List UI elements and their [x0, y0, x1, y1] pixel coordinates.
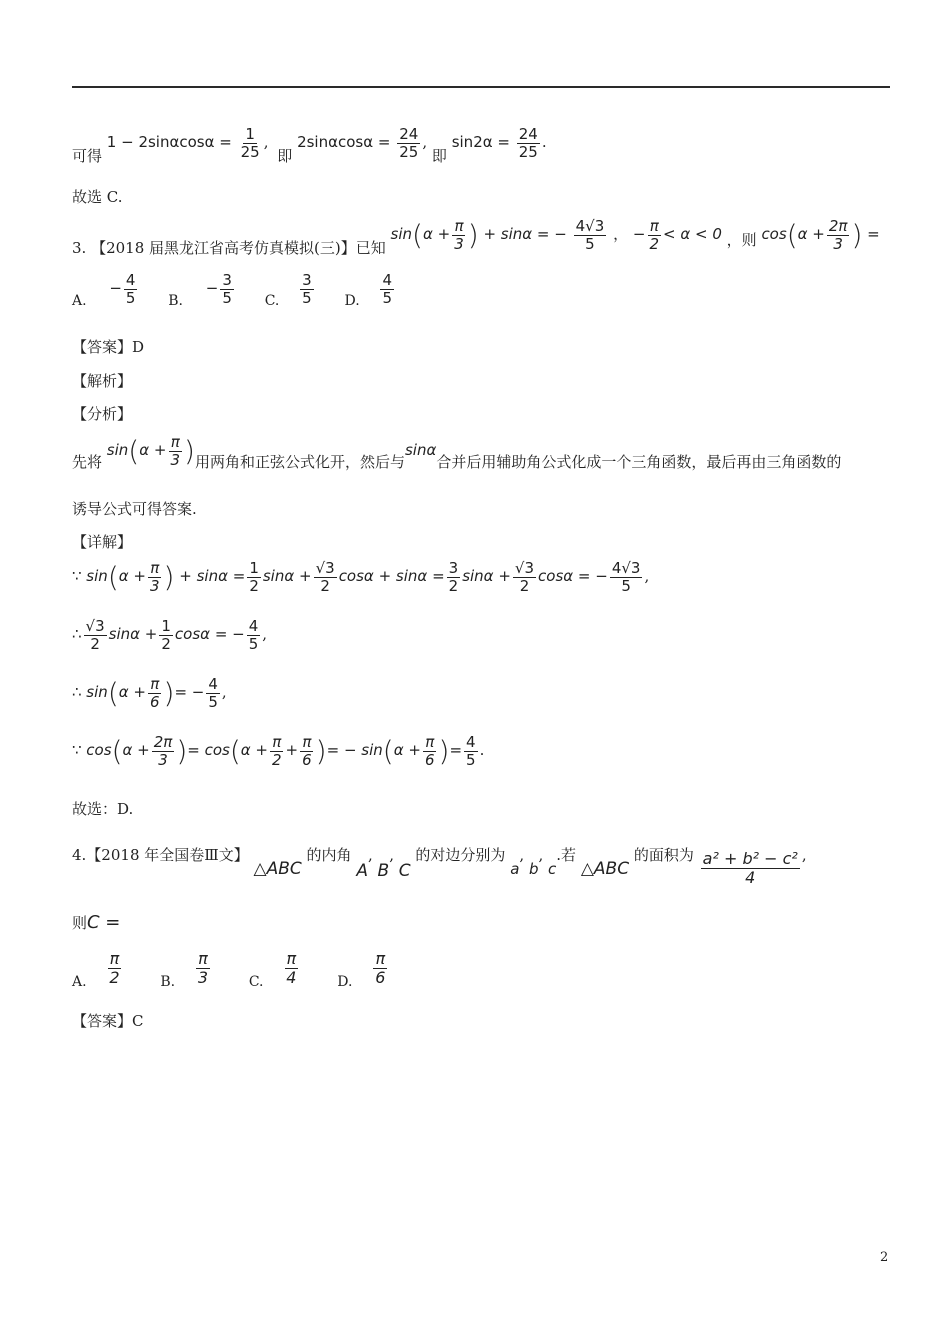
q3-step2: ∴ $\frac{√3}{2}$ sinα + $\frac{1}{2}$ cosα = − $\frac{4}{5}$ , — [72, 617, 268, 653]
line-keda: 可得 1 − 2sinαcosα = $\frac{1}{25}$ , 即 2sinαcosα = $\frac{24}{25}$ , 即 sin2α = $\frac{24}{25}$ . — [72, 125, 547, 165]
q3-fenxi: 【分析】 — [72, 405, 133, 423]
q4-options: A. $\frac{\pi}{2}$ B. $\frac{\pi}{3}$ C. $\frac{\pi}{4}$ D. $\frac{\pi}{6}$ — [72, 949, 386, 991]
q4-answer: 【答案】C — [72, 1012, 144, 1030]
frac-1-25: $\frac{1}{25}$ — [240, 125, 260, 161]
text-ji-2: 即 — [431, 147, 447, 165]
frac-24-25-a: $\frac{24}{25}$ — [399, 125, 419, 161]
q4-stem: 4.【2018 年全国卷Ⅲ文】 △ABC 的内角 A, B, C 的对边分别为 a, b, c.若 △ABC 的面积为 $\frac{\text{a² + b² − c²}}{4}$ , — [72, 846, 807, 887]
q3-opt-d-label: D. — [344, 293, 360, 309]
text-ji-1: 即 — [277, 147, 293, 165]
q4-opt-d-label: D. — [337, 974, 353, 991]
q3-step3: ∴ sin(α + $\frac{\pi}{6}$ )= − $\frac{4}{5}$ , — [72, 675, 227, 711]
q4-opt-b-label: B. — [160, 974, 176, 991]
q3-options: A. − $\frac{4}{5}$ B. − $\frac{3}{5}$ C. $\frac{3}{5}$ D. $\frac{4}{5}$ — [72, 271, 392, 309]
q3-opt-b-label: B. — [168, 293, 183, 309]
q3-jiexi: 【解析】 — [72, 372, 133, 390]
expr-2: 2sinαcosα = — [297, 133, 391, 151]
q4-opt-c-label: C. — [248, 974, 264, 991]
q4-ask: 则C = — [72, 912, 121, 933]
q3-stem: 3. 【2018 届黑龙江省高考仿真模拟(三)】已知 sin(α + $\frac{\pi}{3}$ ) + sinα = − $\frac{4√3}{5}$ ， − $\frac{\pi}{2}$ < α < 0 ，则 cos(α + $\frac{2\pi}{3}$ ) = — [72, 217, 880, 257]
q4-prefix: 4.【2018 年全国卷Ⅲ文】 — [72, 846, 249, 865]
expr-3: sin2α = — [451, 133, 510, 151]
expr-1: 1 − 2sinαcosα = — [106, 133, 232, 151]
q3-opt-c-label: C. — [264, 293, 280, 309]
q4-area-frac: $\frac{\text{a² + b² − c²}}{4}$ — [702, 849, 798, 887]
q3-fenxi-line1: 先将 sin(α + $\frac{\pi}{3}$ )用两角和正弦公式化开，然后与sinα合并后用辅助角公式化成一个三角函数，最后再由三角函数的 — [72, 433, 842, 471]
q3-answer: 【答案】D — [72, 338, 145, 356]
text-guxuan-c: 故选 C. — [72, 188, 123, 206]
q3-xiangjie: 【详解】 — [72, 533, 133, 551]
q4-opt-a-label: A. — [72, 974, 87, 991]
q3-fenxi-line2: 诱导公式可得答案. — [72, 500, 197, 518]
frac-24-25-b: $\frac{24}{25}$ — [518, 125, 538, 161]
q3-step1: ∵ sin(α + $\frac{\pi}{3}$ ) + sinα = $\frac{1}{2}$ sinα + $\frac{√3}{2}$ cosα + sinα = $\frac{3}{2}$ sinα + $\frac{√3}{2}$ cosα = − $\frac{4√3}{5}$ , — [72, 559, 650, 595]
q3-prefix: 3. 【2018 届黑龙江省高考仿真模拟(三)】已知 — [72, 239, 386, 257]
q3-step4: ∵ cos(α + $\frac{2\pi}{3}$ )= cos(α + $\frac{\pi}{2}$ + $\frac{\pi}{6}$ )= − sin(α + $\frac{\pi}{6}$ )= $\frac{4}{5}$ . — [72, 733, 485, 769]
q3-opt-a-label: A. — [72, 293, 87, 309]
q3-choose: 故选：D. — [72, 800, 134, 818]
header-rule — [72, 86, 890, 88]
page-number: 2 — [880, 1250, 889, 1265]
text-keda: 可得 — [72, 147, 103, 165]
q3-frac-4root3: $\frac{4√3}{5}$ — [575, 217, 605, 253]
